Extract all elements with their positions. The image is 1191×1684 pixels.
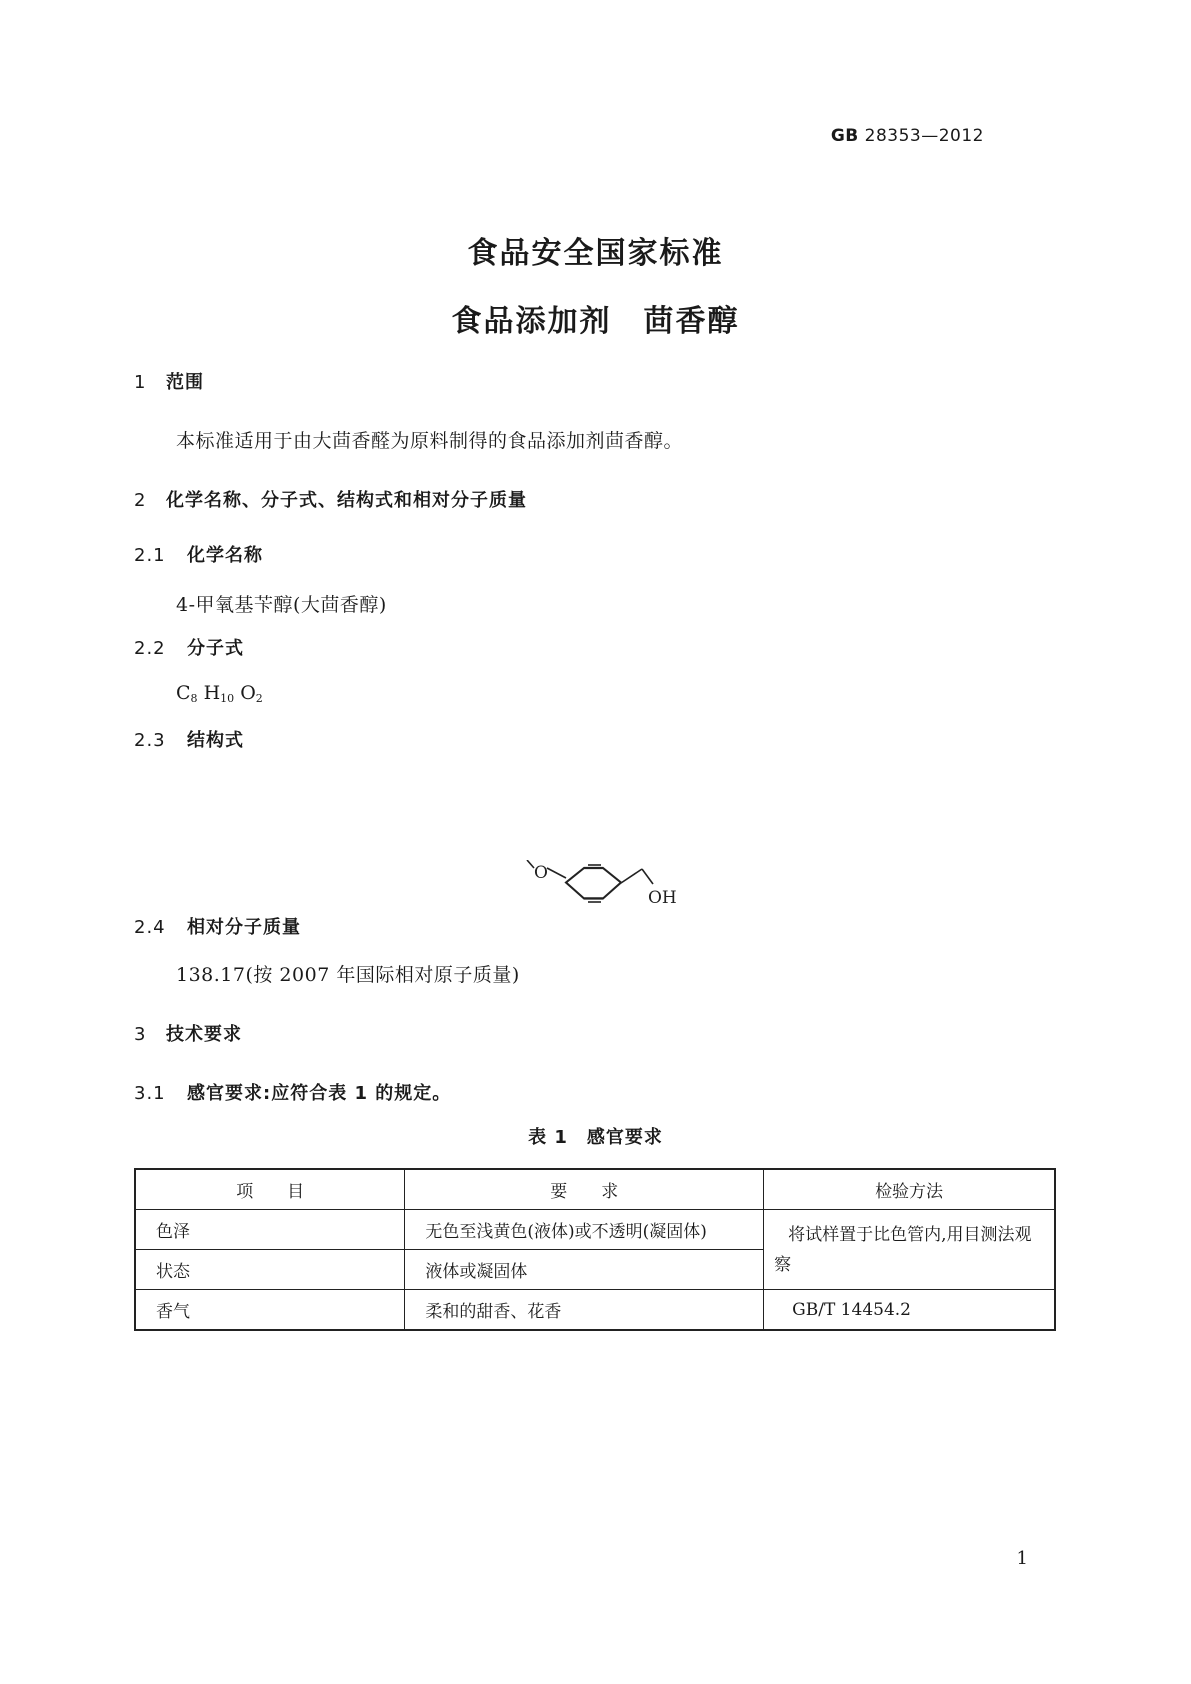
table-header-row xyxy=(135,1169,1055,1210)
hydroxyl-label: OH xyxy=(648,888,677,908)
standard-number: 28353—2012 xyxy=(864,126,984,146)
sensory-requirements-table xyxy=(134,1168,1056,1331)
section-title: 化学名称 xyxy=(187,545,263,566)
formula-c: C xyxy=(176,682,191,704)
row-requirement: 无色至浅黄色(液体)或不透明(凝固体) xyxy=(405,1210,764,1250)
row-method xyxy=(764,1210,1055,1290)
molecular-formula xyxy=(176,682,263,705)
formula-c-count: 8 xyxy=(190,692,198,705)
structural-formula xyxy=(500,860,690,960)
table-row xyxy=(135,1290,1055,1331)
section-2-4-heading xyxy=(134,913,301,939)
row-item: 色泽 xyxy=(135,1210,405,1250)
formula-o: O xyxy=(240,682,256,704)
row-item: 香气 xyxy=(135,1290,405,1331)
standard-code xyxy=(831,126,984,146)
section-3-heading xyxy=(134,1020,242,1046)
row-method: GB/T 14454.2 xyxy=(764,1290,1055,1331)
methyl-bond xyxy=(527,860,534,868)
section-title: 感官要求:应符合表 1 的规定。 xyxy=(187,1083,452,1104)
method-text: 将试样置于比色管内,用目测法观察 xyxy=(774,1224,1032,1275)
section-3-1-heading xyxy=(134,1079,451,1105)
section-title: 化学名称、分子式、结构式和相对分子质量 xyxy=(166,490,527,511)
header-requirement: 要 求 xyxy=(405,1169,764,1210)
header-item: 项 目 xyxy=(135,1169,405,1210)
oxygen-label: O xyxy=(534,863,548,883)
section-number: 2.2 xyxy=(134,638,166,659)
section-title: 技术要求 xyxy=(166,1024,242,1045)
section-title: 范围 xyxy=(166,372,204,393)
section-2-heading xyxy=(134,486,527,512)
standard-prefix: GB xyxy=(830,126,859,146)
section-number: 2 xyxy=(134,490,147,511)
section-title: 分子式 xyxy=(187,638,244,659)
section-number: 3.1 xyxy=(134,1083,166,1104)
row-item: 状态 xyxy=(135,1250,405,1290)
formula-h: H xyxy=(203,682,221,704)
molecular-mass: 138.17(按 2007 年国际相对原子质量) xyxy=(176,964,520,986)
chemical-name: 4-甲氧基苄醇(大茴香醇) xyxy=(176,594,387,616)
benzene-ring xyxy=(566,868,621,898)
oh-bond xyxy=(642,869,653,884)
page-number: 1 xyxy=(1016,1548,1028,1569)
section-number: 2.1 xyxy=(134,545,166,566)
formula-h-count: 10 xyxy=(220,692,235,705)
header-method: 检验方法 xyxy=(764,1169,1055,1210)
section-number: 2.4 xyxy=(134,917,166,938)
section-number: 3 xyxy=(134,1024,147,1045)
table-caption: 表 1 感官要求 xyxy=(528,1127,663,1148)
section-2-3-heading xyxy=(134,726,244,752)
section-1-body: 本标准适用于由大茴香醛为原料制得的食品添加剂茴香醇。 xyxy=(176,430,684,452)
section-number: 2.3 xyxy=(134,730,166,751)
table-row xyxy=(135,1210,1055,1250)
section-number: 1 xyxy=(134,372,147,393)
ch2-bond xyxy=(621,869,642,883)
section-2-2-heading xyxy=(134,634,244,660)
section-title: 结构式 xyxy=(187,730,244,751)
document-subtitle: 食品添加剂 茴香醇 xyxy=(451,304,740,339)
row-requirement: 液体或凝固体 xyxy=(405,1250,764,1290)
section-2-1-heading xyxy=(134,541,263,567)
formula-o-count: 2 xyxy=(255,692,263,705)
section-1-heading xyxy=(134,368,204,394)
ether-bond xyxy=(547,868,566,878)
section-title: 相对分子质量 xyxy=(187,917,301,938)
document-title: 食品安全国家标准 xyxy=(467,236,724,271)
row-requirement: 柔和的甜香、花香 xyxy=(405,1290,764,1331)
